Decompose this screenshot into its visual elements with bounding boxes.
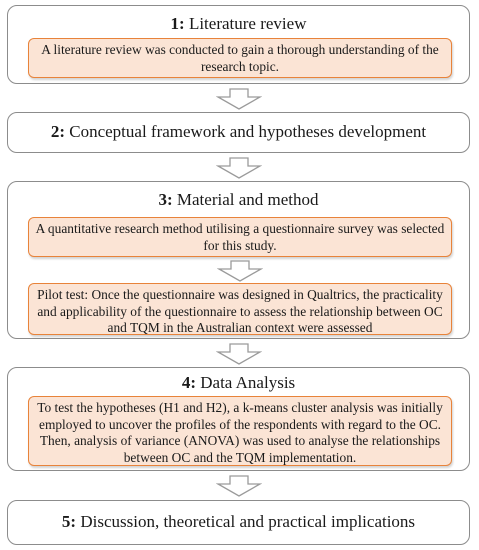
step-2-label: Conceptual framework and hypotheses development — [65, 122, 427, 141]
step-4-number: 4: — [181, 373, 196, 392]
down-arrow-1 — [216, 88, 262, 110]
step-3-detail-pilot: Pilot test: Once the questionnaire was designed in Qualtrics, the practicality and applicability of the questionnaire to assess the relationship between OC and TQM in the Australian context were assessed — [28, 283, 452, 335]
step-3-detail-method: A quantitative research method utilising a questionnaire survey was selected for this study. — [28, 217, 452, 257]
step-1-box — [7, 5, 470, 84]
step-2-title — [8, 122, 469, 142]
step-2-number: 2: — [50, 122, 65, 141]
step-1-title — [8, 14, 469, 34]
down-arrow-2 — [216, 157, 262, 179]
step-3-box — [7, 181, 470, 339]
step-5-label: Discussion, theoretical and practical implications — [76, 512, 416, 531]
down-arrow-3 — [216, 343, 262, 365]
step-5-box — [7, 500, 470, 545]
step-4-detail: To test the hypotheses (H1 and H2), a k-means cluster analysis was initially employed to uncover the profiles of the respondents with regard to the OC. Then, analysis of variance (ANOVA) was used to analyse the relationships between OC and the TQM implementation. — [28, 396, 452, 466]
step-1-label: Literature review — [184, 14, 307, 33]
step-4-box — [7, 367, 470, 471]
down-arrow-4 — [216, 475, 262, 497]
step-4-title — [8, 373, 469, 393]
step-5-title — [8, 512, 469, 532]
step-5-number: 5: — [61, 512, 77, 531]
step-1-detail: A literature review was conducted to gain a thorough understanding of the research topic. — [28, 38, 452, 78]
step-4-label: Data Analysis — [196, 373, 296, 392]
step-3-number: 3: — [158, 190, 173, 209]
step-3-label: Material and method — [172, 190, 319, 209]
step-1-number: 1: — [170, 14, 185, 33]
down-arrow-3-inner — [217, 260, 263, 282]
step-3-title — [8, 190, 469, 210]
step-2-box — [7, 112, 470, 153]
